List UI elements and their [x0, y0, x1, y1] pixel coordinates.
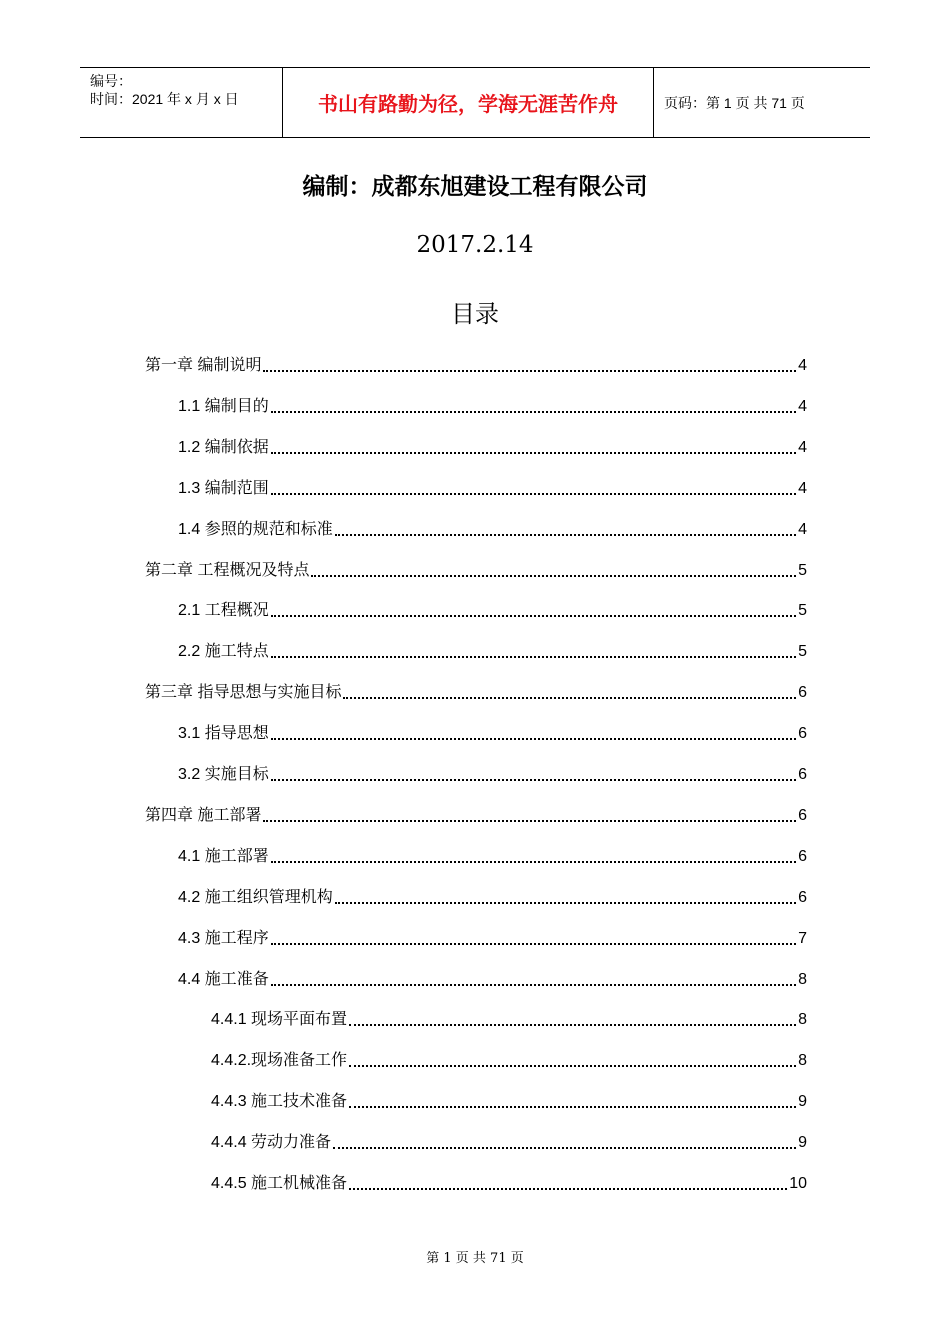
toc-leader-dots	[335, 534, 796, 536]
toc-entry-page: 4	[798, 397, 807, 415]
toc-entry[interactable]	[211, 1040, 807, 1070]
toc-entry-page: 8	[798, 1011, 807, 1029]
toc-entry-page: 5	[798, 561, 807, 579]
toc-leader-dots	[271, 493, 796, 495]
toc-entry[interactable]	[178, 509, 807, 539]
document-date: 2017.2.14	[416, 232, 534, 258]
toc-leader-dots	[271, 943, 796, 945]
toc-entry[interactable]	[145, 345, 807, 375]
toc-entry-page: 4	[798, 438, 807, 456]
toc-entry-page: 4	[798, 479, 807, 497]
toc-entry[interactable]	[178, 877, 807, 907]
toc-entry-page: 8	[798, 1052, 807, 1070]
toc-entry-label: 4.4.1 现场平面布置	[211, 1011, 348, 1029]
toc-leader-dots	[271, 452, 796, 454]
toc-entry-label: 4.3 施工程序	[178, 929, 269, 947]
toc-leader-dots	[311, 575, 796, 577]
toc-leader-dots	[271, 984, 796, 986]
toc-entry-label: 1.1 编制目的	[178, 397, 269, 415]
toc-entry-label: 4.4 施工准备	[178, 970, 269, 988]
toc-entry-label: 1.3 编制范围	[178, 479, 269, 497]
toc-leader-dots	[271, 861, 796, 863]
toc-entry-label: 3.1 指导思想	[178, 725, 269, 743]
toc-entry-page: 6	[798, 847, 807, 865]
toc-entry[interactable]	[211, 999, 807, 1029]
toc-entry-page: 8	[798, 970, 807, 988]
header-page-info: 页码：第 1 页 共 71 页	[664, 94, 805, 111]
toc-entry[interactable]	[178, 631, 807, 661]
toc-entry[interactable]	[178, 836, 807, 866]
toc-entry-label: 1.4 参照的规范和标准	[178, 520, 333, 538]
page-footer: 第 1 页 共 71 页	[426, 1251, 524, 1266]
toc-leader-dots	[343, 697, 796, 699]
toc-entry[interactable]	[178, 386, 807, 416]
toc-leader-dots	[349, 1106, 796, 1108]
toc-leader-dots	[271, 411, 796, 413]
toc-entry-page: 5	[798, 643, 807, 661]
toc-entry-page: 7	[798, 929, 807, 947]
toc-entry-label: 4.4.3 施工技术准备	[211, 1093, 348, 1111]
header-table	[80, 67, 870, 138]
toc-entry[interactable]	[178, 754, 807, 784]
toc-entry[interactable]	[145, 795, 807, 825]
toc-entry[interactable]	[178, 713, 807, 743]
toc-entry-page: 6	[798, 888, 807, 906]
toc-entry-label: 第四章 施工部署	[145, 806, 262, 824]
toc-entry[interactable]	[211, 1081, 807, 1111]
toc-leader-dots	[271, 615, 796, 617]
toc-entry-label: 2.2 施工特点	[178, 643, 269, 661]
toc-entry-page: 4	[798, 520, 807, 538]
toc-entry-label: 4.4.2.现场准备工作	[211, 1052, 348, 1070]
header-meta	[80, 68, 282, 137]
company-title: 编制：成都东旭建设工程有限公司	[302, 173, 648, 200]
toc-entry[interactable]	[178, 918, 807, 948]
toc-entry-label: 第三章 指导思想与实施目标	[145, 684, 342, 702]
toc-leader-dots	[271, 656, 796, 658]
toc-entry-label: 4.2 施工组织管理机构	[178, 888, 333, 906]
toc-entry-label: 第一章 编制说明	[145, 357, 262, 374]
toc-entry[interactable]	[145, 672, 807, 702]
toc-leader-dots	[349, 1024, 796, 1026]
toc-entry-page: 6	[798, 725, 807, 743]
toc-entry-page: 6	[798, 806, 807, 824]
toc-leader-dots	[271, 779, 796, 781]
toc-entry-page: 4	[798, 357, 807, 374]
toc-entry-label: 4.1 施工部署	[178, 847, 269, 865]
toc-entry-label: 4.4.5 施工机械准备	[211, 1175, 348, 1192]
toc-entry-label: 第二章 工程概况及特点	[145, 561, 310, 579]
toc-leader-dots	[349, 1188, 787, 1190]
toc-entry[interactable]	[178, 427, 807, 457]
toc-entry-page: 10	[789, 1175, 807, 1192]
toc-leader-dots	[271, 738, 796, 740]
toc-entry-page: 5	[798, 602, 807, 620]
toc-entry-page: 9	[798, 1093, 807, 1111]
time-label: 时间：2021 年 x 月 x 日	[90, 91, 239, 107]
toc-entry[interactable]	[178, 468, 807, 498]
toc-entry[interactable]	[211, 1122, 807, 1152]
toc-entry[interactable]	[211, 1163, 807, 1193]
toc-entry-label: 4.4.4 劳动力准备	[211, 1134, 332, 1152]
toc-entry-label: 3.2 实施目标	[178, 766, 269, 783]
toc-leader-dots	[335, 902, 796, 904]
toc-entry[interactable]	[178, 959, 807, 989]
number-label: 编号：	[90, 73, 132, 89]
toc-entry[interactable]	[145, 550, 807, 580]
toc-entry-label: 1.2 编制依据	[178, 438, 269, 456]
toc-leader-dots	[333, 1147, 796, 1149]
toc-leader-dots	[263, 820, 796, 822]
header-motto: 书山有路勤为径，学海无涯苦作舟	[282, 68, 654, 137]
toc-entry-page: 6	[798, 766, 807, 783]
toc-title: 目录	[451, 300, 499, 328]
toc-entry-page: 9	[798, 1134, 807, 1152]
toc-leader-dots	[263, 370, 796, 372]
toc-leader-dots	[349, 1065, 796, 1067]
toc-entry-label: 2.1 工程概况	[178, 602, 269, 620]
toc-entry-page: 6	[798, 684, 807, 702]
toc-entry[interactable]	[178, 590, 807, 620]
